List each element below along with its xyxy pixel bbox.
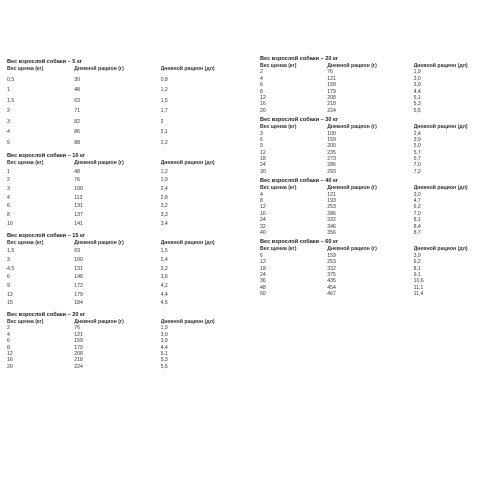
- table-cell: 12: [260, 94, 266, 101]
- column-header: Дневной рацион (г): [74, 160, 124, 166]
- table-cell: 30: [260, 168, 266, 175]
- table-cell: 8: [260, 198, 263, 205]
- table-cell: 4,4: [413, 88, 421, 95]
- table-cell: 10: [7, 220, 13, 227]
- feeding-table: [7, 240, 247, 310]
- table-cell: 100: [74, 186, 83, 193]
- table-cell: 100: [327, 130, 336, 137]
- table-row: [7, 266, 247, 275]
- table-cell: 6,7: [413, 156, 421, 163]
- feeding-table-block: [260, 239, 500, 297]
- table-row: [7, 108, 247, 119]
- column-header: Дневной рацион (дл): [160, 160, 215, 166]
- column-header: Дневной рацион (г): [327, 124, 377, 131]
- table-cell: 159: [327, 136, 336, 143]
- column-header: Дневной рацион (дл): [413, 63, 468, 69]
- table-cell: 16: [260, 101, 266, 108]
- table-cell: 6: [260, 82, 263, 89]
- table-cell: 113: [74, 194, 83, 201]
- table-cell: 435: [327, 278, 336, 285]
- table-cell: 4: [7, 129, 10, 135]
- table-cell: 82: [74, 118, 80, 125]
- table-cell: 10,6: [413, 278, 424, 285]
- table-cell: 5,1: [160, 350, 168, 357]
- table-cell: 6: [7, 274, 10, 281]
- table-cell: 11,1: [413, 284, 424, 291]
- table-cell: 8: [260, 88, 263, 95]
- column-header: Дневной рацион (дл): [413, 124, 468, 131]
- table-cell: 193: [327, 198, 336, 205]
- table-cell: 8: [7, 212, 10, 219]
- table-cell: 76: [327, 69, 333, 76]
- table-row: [7, 292, 247, 301]
- table-cell: 332: [327, 265, 336, 272]
- column-header: Дневной рацион (дл): [160, 66, 215, 72]
- table-cell: 100: [74, 256, 83, 263]
- table-row: [7, 77, 247, 88]
- table-header-row: [7, 240, 247, 249]
- table-row: [7, 248, 247, 257]
- table-row: [7, 140, 247, 151]
- table-cell: 7,0: [413, 162, 421, 169]
- table-cell: 2,8: [160, 194, 168, 201]
- table-cell: 179: [74, 291, 83, 298]
- table-cell: 5,5: [413, 107, 421, 114]
- table-cell: 467: [327, 291, 336, 298]
- table-row: [7, 203, 247, 212]
- table-cell: 71: [74, 108, 80, 114]
- feeding-table: [7, 160, 247, 230]
- table-cell: 5,3: [413, 101, 421, 108]
- table-cell: 1: [7, 87, 10, 93]
- table-cell: 0,5: [7, 76, 15, 83]
- table-cell: 24: [260, 217, 266, 224]
- table-row: [7, 186, 247, 195]
- table-row: [7, 177, 247, 186]
- table-cell: 4,2: [160, 282, 168, 289]
- table-cell: 286: [327, 210, 336, 217]
- table-cell: 18: [260, 265, 266, 272]
- table-cell: 3: [7, 256, 10, 263]
- table-cell: 16: [260, 210, 266, 217]
- table-cell: 12: [7, 291, 13, 298]
- table-cell: 8: [7, 344, 10, 351]
- table-cell: 3,4: [160, 220, 168, 227]
- column-header: Вес щенка (кг): [260, 124, 297, 131]
- table-cell: 48: [260, 284, 266, 291]
- table-cell: 1: [7, 168, 10, 175]
- table-row: [7, 221, 247, 230]
- table-cell: 3,9: [413, 82, 421, 89]
- column-header: Вес щенка (кг): [7, 319, 44, 325]
- table-cell: 286: [327, 162, 336, 169]
- table-cell: 1,7: [160, 108, 168, 114]
- table-cell: 20: [7, 363, 13, 370]
- feeding-table: [260, 246, 500, 297]
- table-row: [7, 300, 247, 309]
- table-cell: 5,0: [413, 143, 421, 150]
- column-header: Дневной рацион (дл): [160, 319, 215, 325]
- column-header: Дневной рацион (г): [327, 63, 377, 69]
- table-cell: 12: [7, 350, 13, 357]
- block-title: Вес взрослой собаки – 10 кг: [7, 153, 86, 159]
- table-cell: 3: [260, 130, 263, 137]
- table-row: [7, 364, 247, 370]
- table-cell: 24: [260, 162, 266, 169]
- table-row: [7, 274, 247, 283]
- table-row: [260, 108, 500, 114]
- table-cell: 1,2: [160, 87, 168, 93]
- column-header: Дневной рацион (г): [74, 66, 124, 72]
- table-cell: 6,2: [413, 204, 421, 211]
- table-cell: 6,2: [413, 259, 421, 266]
- table-cell: 40: [260, 229, 266, 236]
- block-title: Вес взрослой собаки – 30 кг: [260, 117, 339, 124]
- table-cell: 4,5: [160, 300, 168, 307]
- table-cell: 24: [260, 271, 266, 278]
- table-cell: 3,0: [413, 191, 421, 198]
- table-cell: 2: [7, 325, 10, 332]
- table-cell: 7,0: [413, 210, 421, 217]
- table-cell: 208: [327, 94, 336, 101]
- table-cell: 76: [74, 325, 80, 332]
- table-row: [7, 283, 247, 292]
- feeding-table: [260, 63, 500, 114]
- table-cell: 131: [74, 203, 83, 210]
- table-cell: 3,9: [160, 338, 168, 345]
- table-cell: 6: [7, 203, 10, 210]
- table-cell: 141: [74, 220, 83, 227]
- table-row: [7, 119, 247, 130]
- table-cell: 1,9: [413, 69, 421, 76]
- table-cell: 3: [7, 118, 10, 125]
- table-cell: 2: [260, 69, 263, 76]
- column-header: Дневной рацион (г): [327, 185, 377, 192]
- table-cell: 121: [327, 75, 336, 82]
- table-cell: 9,1: [413, 271, 421, 278]
- table-cell: 36: [260, 278, 266, 285]
- table-cell: 3: [7, 186, 10, 193]
- column-header: Вес щенка (кг): [7, 239, 44, 246]
- block-title: Вес взрослой собаки – 20 кг: [260, 56, 339, 62]
- feeding-table-block: [7, 312, 247, 370]
- table-cell: 224: [74, 363, 83, 370]
- table-cell: 0,8: [160, 76, 168, 83]
- table-cell: 4: [7, 194, 10, 201]
- column-header: Вес щенка (кг): [7, 160, 44, 166]
- table-cell: 8,7: [413, 229, 421, 236]
- table-row: [7, 169, 247, 178]
- table-cell: 7,2: [413, 168, 421, 175]
- right-column: [260, 56, 500, 301]
- table-cell: 2,4: [413, 130, 421, 137]
- table-row: [7, 129, 247, 140]
- table-cell: 4,5: [7, 265, 15, 272]
- table-cell: 1,5: [160, 248, 168, 255]
- table-cell: 4,4: [160, 344, 168, 351]
- table-cell: 6: [7, 338, 10, 345]
- table-cell: 293: [327, 168, 336, 175]
- table-cell: 2,4: [160, 186, 168, 193]
- feeding-table: [7, 319, 247, 370]
- column-header: Вес щенка (кг): [260, 246, 297, 253]
- column-header: Вес щенка (кг): [7, 66, 44, 72]
- table-row: [7, 195, 247, 204]
- table-cell: 253: [327, 259, 336, 266]
- column-header: Вес щенка (кг): [260, 185, 297, 192]
- table-cell: 253: [327, 204, 336, 211]
- table-cell: 159: [327, 82, 336, 89]
- table-cell: 5,7: [413, 149, 421, 156]
- table-header-row: [7, 160, 247, 169]
- table-cell: 3,2: [160, 265, 168, 272]
- table-cell: 2,1: [160, 129, 168, 135]
- table-cell: 159: [74, 338, 83, 345]
- column-header: Дневной рацион (г): [327, 246, 377, 253]
- column-header: Дневной рацион (г): [74, 319, 124, 325]
- table-cell: 121: [74, 331, 83, 338]
- table-cell: 1,5: [7, 248, 15, 255]
- table-header-row: [7, 66, 247, 77]
- table-cell: 6: [260, 252, 263, 259]
- table-cell: 1,9: [160, 325, 168, 332]
- table-cell: 2,4: [160, 256, 168, 263]
- table-cell: 218: [74, 357, 83, 364]
- table-cell: 235: [327, 149, 336, 156]
- table-cell: 1,5: [160, 97, 168, 104]
- table-cell: 11,4: [413, 291, 424, 298]
- feeding-table: [7, 66, 247, 150]
- column-header: Вес щенка (кг): [260, 63, 297, 69]
- table-cell: 5,1: [413, 94, 421, 101]
- table-cell: 3,0: [160, 331, 168, 338]
- table-cell: 224: [327, 107, 336, 114]
- table-cell: 172: [74, 282, 83, 289]
- table-cell: 5,5: [160, 363, 168, 370]
- table-row: [260, 291, 500, 297]
- table-row: [7, 87, 247, 98]
- table-cell: 4: [260, 75, 263, 82]
- table-cell: 356: [327, 229, 336, 236]
- feeding-table-block: [260, 178, 500, 236]
- table-cell: 8,4: [413, 223, 421, 230]
- column-header: Дневной рацион (дл): [413, 246, 468, 253]
- table-cell: 20: [260, 107, 266, 114]
- table-cell: 208: [74, 350, 83, 357]
- table-cell: 15: [7, 300, 13, 307]
- table-cell: 86: [74, 129, 80, 135]
- table-cell: 2: [160, 118, 164, 125]
- table-cell: 137: [74, 212, 83, 219]
- block-title: Вес взрослой собаки – 40 кг: [260, 178, 339, 185]
- table-cell: 1,5: [7, 97, 15, 104]
- feeding-table-block: [7, 59, 247, 150]
- table-cell: 88: [74, 139, 80, 146]
- table-cell: 12: [260, 204, 266, 211]
- table-cell: 2,2: [160, 139, 168, 146]
- table-cell: 3,0: [413, 75, 421, 82]
- table-cell: 121: [327, 191, 336, 198]
- block-title: Вес взрослой собаки – 60 кг: [260, 239, 339, 246]
- table-cell: 3,6: [160, 274, 168, 281]
- table-cell: 179: [327, 88, 336, 95]
- table-cell: 12: [260, 149, 266, 156]
- table-cell: 9: [260, 143, 263, 150]
- block-title: Вес взрослой собаки – 15 кг: [7, 232, 86, 239]
- feeding-table-block: [260, 117, 500, 175]
- table-cell: 200: [327, 143, 336, 150]
- table-cell: 6: [260, 136, 263, 143]
- feeding-table-block: [7, 233, 247, 310]
- block-title: Вес взрослой собаки – 5 кг: [7, 59, 83, 65]
- table-cell: 131: [74, 265, 83, 272]
- table-cell: 346: [327, 223, 336, 230]
- table-cell: 159: [327, 252, 336, 259]
- table-cell: 332: [327, 217, 336, 224]
- table-cell: 218: [327, 101, 336, 108]
- table-cell: 60: [260, 291, 266, 298]
- table-cell: 76: [74, 177, 80, 184]
- table-cell: 18: [260, 156, 266, 163]
- table-cell: 148: [74, 274, 83, 281]
- table-cell: 30: [74, 76, 80, 83]
- table-cell: 3,2: [160, 203, 168, 210]
- table-cell: 375: [327, 271, 336, 278]
- table-cell: 4: [260, 191, 263, 198]
- table-row: [7, 212, 247, 221]
- table-cell: 5: [7, 139, 10, 146]
- feeding-table-block: [260, 56, 500, 114]
- column-header: Дневной рацион (дл): [160, 239, 215, 246]
- table-cell: 1,9: [160, 177, 168, 184]
- table-cell: 4: [7, 331, 10, 338]
- table-cell: 16: [7, 357, 13, 364]
- table-cell: 2: [7, 177, 10, 184]
- table-row: [7, 98, 247, 109]
- table-row: [260, 230, 500, 236]
- table-cell: 3,3: [160, 212, 168, 219]
- table-cell: 4,7: [413, 198, 421, 205]
- table-cell: 3,9: [413, 136, 421, 143]
- table-row: [7, 257, 247, 266]
- feeding-table: [260, 124, 500, 175]
- table-cell: 9: [7, 282, 10, 289]
- table-cell: 4,4: [160, 291, 168, 298]
- table-cell: 8,1: [413, 265, 421, 272]
- table-cell: 32: [260, 223, 266, 230]
- table-row: [260, 169, 500, 175]
- table-cell: 48: [74, 87, 80, 93]
- table-cell: 48: [74, 168, 80, 175]
- left-column: [7, 59, 247, 373]
- table-cell: 273: [327, 156, 336, 163]
- table-cell: 5,3: [160, 357, 168, 364]
- block-title: Вес взрослой собаки – 20 кг: [7, 312, 86, 318]
- table-cell: 179: [74, 344, 83, 351]
- table-cell: 3,9: [413, 252, 421, 259]
- feeding-table-block: [7, 153, 247, 230]
- column-header: Дневной рацион (г): [74, 239, 124, 246]
- table-cell: 1,2: [160, 168, 168, 175]
- column-header: Дневной рацион (дл): [413, 185, 468, 192]
- table-cell: 454: [327, 284, 336, 291]
- feeding-table: [260, 185, 500, 236]
- table-cell: 63: [74, 248, 80, 255]
- table-cell: 8,1: [413, 217, 421, 224]
- table-cell: 63: [74, 97, 80, 104]
- table-cell: 12: [260, 259, 266, 266]
- table-cell: 2: [7, 108, 10, 114]
- table-cell: 184: [74, 300, 83, 307]
